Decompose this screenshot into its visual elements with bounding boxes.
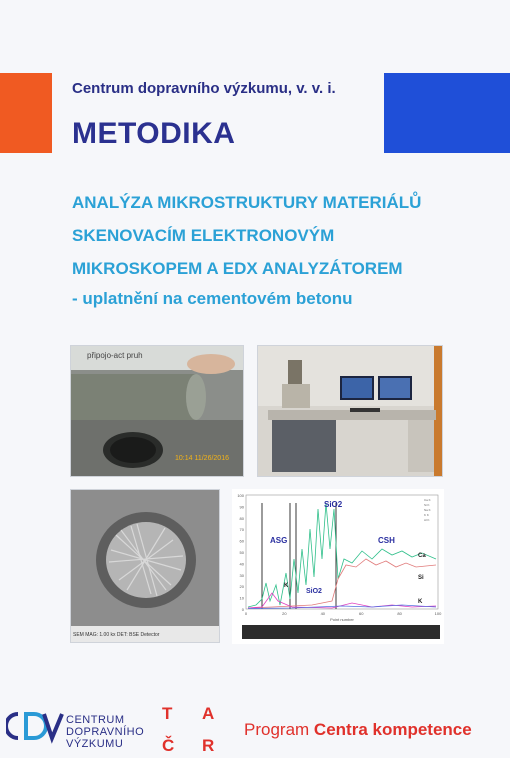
y-tick-label: 50 — [239, 550, 244, 555]
sem-info: SEM MAG: 1.00 kx DET: BSE Detector — [73, 632, 160, 638]
tacr-letter: R — [202, 736, 215, 755]
x-tick-label: 60 — [358, 611, 364, 616]
photo-timestamp: 10:14 11/26/2016 — [175, 455, 229, 462]
y-tick-label: 0 — [241, 607, 244, 612]
program-text — [244, 720, 472, 740]
title-line-3: MIKROSKOPEM A EDX ANALYZÁTOREM — [72, 259, 403, 278]
x-tick-label: 100 — [434, 611, 442, 616]
legend-entry: Al K — [424, 518, 430, 522]
tacr-letter: T — [162, 704, 173, 723]
program-prefix: Program — [244, 720, 314, 739]
document-type: METODIKA — [72, 117, 236, 150]
legend-entry: Na K — [424, 508, 431, 512]
photo-label: připojo-act pruh — [87, 351, 143, 360]
sem-micrograph — [70, 489, 220, 643]
edx-line-chart — [232, 489, 444, 644]
cdv-logo-icon — [6, 708, 66, 744]
x-tick-label: 80 — [397, 611, 402, 616]
cdv-text-line-3: VÝZKUMU — [66, 738, 124, 750]
y-tick-label: 60 — [239, 538, 244, 544]
y-tick-label: 10 — [239, 595, 244, 601]
legend-entry: Ca K — [424, 498, 431, 502]
y-tick-label: 30 — [239, 572, 244, 578]
blue-accent-bar — [384, 73, 510, 153]
chart-annotation: CSH — [378, 536, 395, 545]
tacr-letter: Č — [162, 736, 175, 755]
y-tick-label: 20 — [239, 584, 244, 590]
y-tick-label: 100 — [237, 493, 244, 498]
cdv-text-line-1: CENTRUM — [66, 714, 125, 726]
orange-accent-bar — [0, 73, 52, 153]
chart-annotation: SiO2 — [306, 588, 322, 595]
chart-svg — [232, 489, 444, 644]
x-tick-label: 40 — [320, 611, 326, 616]
title-line-1: ANALÝZA MIKROSTRUKTURY MATERIÁLŮ — [72, 193, 422, 212]
electron-microscope-photo — [257, 345, 443, 477]
legend-entry: K K — [424, 513, 429, 517]
concrete-core-photo — [70, 345, 244, 477]
chart-annotation: Ca — [418, 553, 426, 559]
chart-annotation: SiO2 — [324, 500, 343, 509]
chart-annotation: Si — [418, 575, 424, 581]
chart-annotation: K — [284, 583, 289, 589]
chart-annotation: ASG — [270, 536, 288, 545]
line-scan-strip — [242, 625, 440, 639]
y-tick-label: 80 — [239, 515, 244, 521]
tacr-letter: A — [202, 704, 215, 723]
legend-entry: Si K — [424, 503, 430, 507]
x-tick-label: 20 — [282, 611, 287, 616]
y-tick-label: 70 — [239, 527, 244, 533]
organization-name: Centrum dopravního výzkumu, v. v. i. — [72, 80, 336, 97]
cdv-text-line-2: DOPRAVNÍHO — [66, 726, 145, 738]
title-line-2: SKENOVACÍM ELEKTRONOVÝM — [72, 226, 335, 245]
program-name: Centra kompetence — [313, 720, 472, 739]
y-tick-label: 90 — [239, 504, 244, 510]
y-tick-label: 40 — [239, 561, 244, 567]
subtitle: - uplatnění na cementovém betonu — [72, 289, 353, 308]
chart-annotation: K — [418, 599, 423, 605]
x-axis-label: Point number — [330, 617, 354, 622]
x-tick-label: 0 — [244, 611, 248, 616]
